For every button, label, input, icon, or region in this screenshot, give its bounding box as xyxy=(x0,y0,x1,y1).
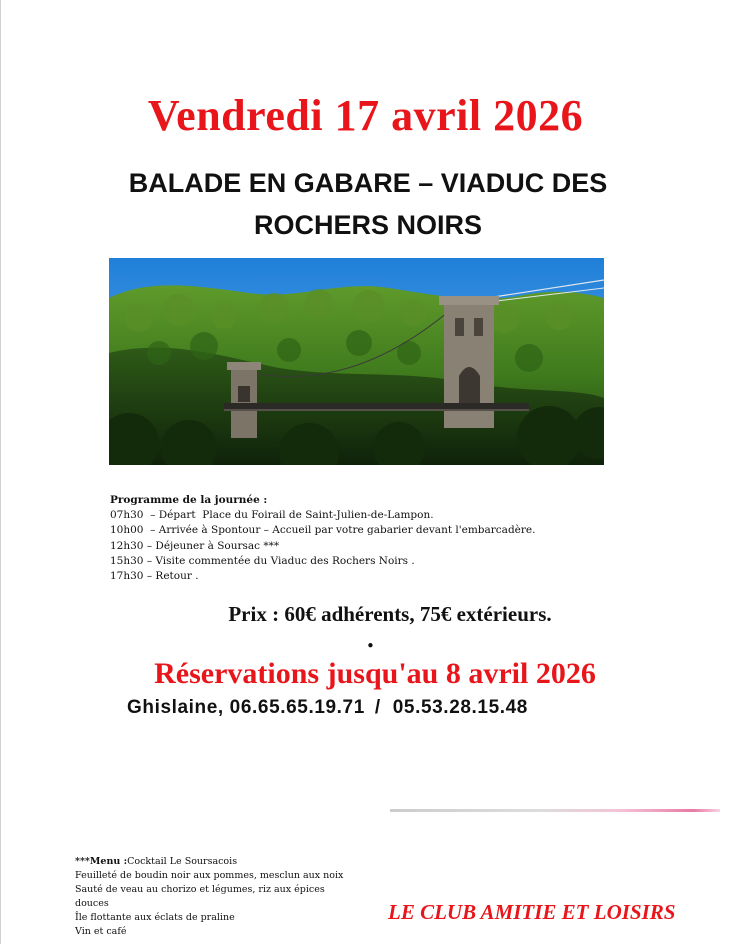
club-name: LE CLUB AMITIE ET LOISIRS xyxy=(388,900,676,924)
programme-text: – Visite commentée du Viaduc des Rochers Noirs . xyxy=(143,554,415,567)
reservations-deadline: Réservations jusqu'au 8 avril 2026 xyxy=(154,657,596,690)
decorative-divider xyxy=(390,809,720,812)
menu-item: douces xyxy=(75,898,109,909)
contact-line xyxy=(127,697,687,719)
event-title-line-2: ROCHERS NOIRS xyxy=(253,210,483,240)
programme-time: 12h30 xyxy=(110,539,144,552)
menu-item: Feuilleté de boudin noir aux pommes, mesclun aux noix xyxy=(75,870,344,881)
programme-section xyxy=(110,493,670,584)
programme-text: – Retour . xyxy=(143,570,199,583)
viaduct-photo xyxy=(109,258,604,465)
menu-item: Cocktail Le Soursacois xyxy=(127,856,238,867)
menu-section xyxy=(75,855,375,939)
price-line: Prix : 60€ adhérents, 75€ extérieurs. xyxy=(228,602,552,626)
event-date-title: Vendredi 17 avril 2026 xyxy=(147,91,584,140)
programme-item xyxy=(110,554,670,569)
menu-label: ***Menu : xyxy=(75,856,128,867)
programme-text: – Départ Place du Foirail de Saint-Julien-de-Lampon. xyxy=(143,509,434,522)
programme-item xyxy=(110,508,670,523)
menu-item: Île flottante aux éclats de praline xyxy=(75,912,235,923)
programme-item xyxy=(110,523,670,538)
programme-heading: Programme de la journée : xyxy=(110,494,268,506)
contact-separator: / xyxy=(374,697,381,718)
programme-time: 17h30 xyxy=(110,570,144,583)
menu-first-line xyxy=(75,855,375,869)
event-title-line-1: BALADE EN GABARE – VIADUC DES xyxy=(128,168,608,198)
programme-item xyxy=(110,569,670,584)
programme-time: 15h30 xyxy=(110,554,144,567)
menu-item: Sauté de veau au chorizo et légumes, riz aux épices xyxy=(75,884,325,895)
programme-time: 07h30 xyxy=(110,509,144,522)
programme-time: 10h00 xyxy=(110,524,144,537)
bullet-point: • xyxy=(366,637,375,655)
programme-text: – Arrivée à Spontour – Accueil par votre gabarier devant l'embarcadère. xyxy=(143,524,536,537)
menu-item: Vin et café xyxy=(75,926,127,937)
programme-text: – Déjeuner à Soursac *** xyxy=(143,539,280,552)
suspension-bridge-photo-icon xyxy=(109,258,604,465)
event-title xyxy=(100,162,636,246)
contact-name-phone: Ghislaine, 06.65.65.19.71 xyxy=(127,697,365,718)
programme-item xyxy=(110,539,670,554)
contact-phone-2: 05.53.28.15.48 xyxy=(392,697,528,718)
